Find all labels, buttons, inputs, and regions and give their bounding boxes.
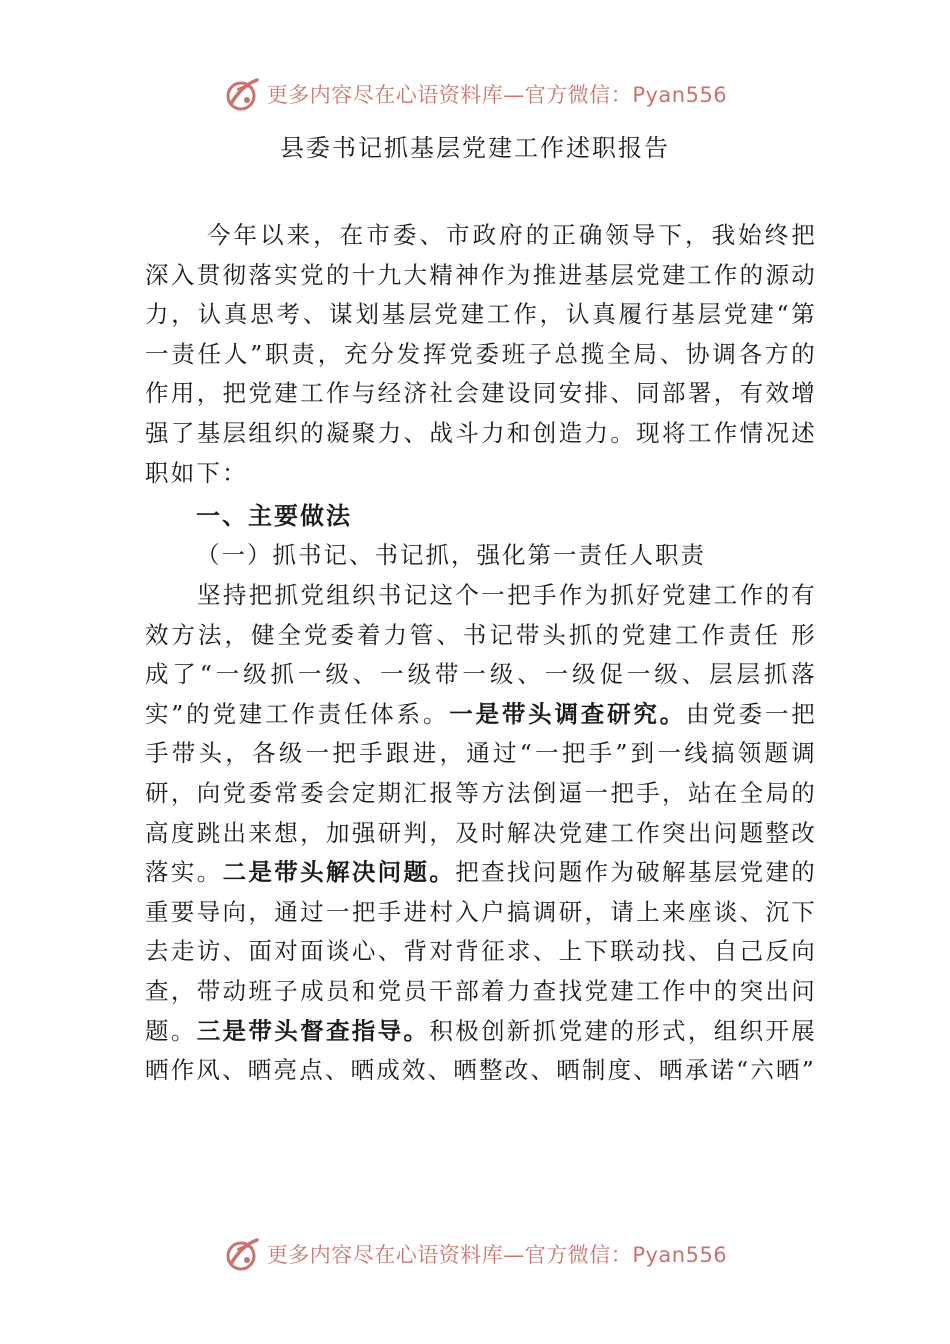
watermark-text: 更多内容尽在心语资料库—官方微信： <box>266 83 633 107</box>
subsection-heading: （一）抓书记、书记抓，强化第一责任人职责 <box>196 541 706 569</box>
wechat-id: Pyan556 <box>632 83 728 107</box>
paragraph-text: 坚持把抓党组织书记这个一把手作为抓好党建工作的有效方法，健全党委着力管、书记带头抓的党建工作责任 形成了“一级抓一级、一级带一级、一级促一级、层层抓落实”的党建工作责任体系。 <box>145 581 817 728</box>
point-label: 一是带头调查研究。 <box>449 699 687 728</box>
body-paragraph <box>145 576 817 1091</box>
point-label: 三是带头督查指导。 <box>196 1016 430 1045</box>
paragraph-text: 积极创新抓党建的形式，组织开展晒作风、晒亮点、晒成效、晒整改、晒制度、晒承诺“六晒” <box>145 1016 817 1085</box>
paragraph-text: 把查找问题作为破解基层党建的重要导向，通过一把手进村入户搞调研，请上来座谈、沉下去走访、面对面谈心、背对背征求、上下联动找、自己反向查，带动班子成员和党员干部着力查找党建工作中的突出问题。 <box>145 858 817 1045</box>
point-label: 二是带头解决问题。 <box>222 858 456 887</box>
paragraph-text: 由党委一把手带头，各级一把手跟进，通过“一把手”到一线搞领题调研，向党委常委会定期汇报等方法倒逼一把手，站在全局的高度跳出来想，加强研判，及时解决党建工作突出问题整改落实。 <box>145 699 817 887</box>
document-title: 县委书记抓基层党建工作述职报告 <box>280 134 670 162</box>
section-heading: 一、主要做法 <box>196 502 352 530</box>
intro-paragraph: 今年以来，在市委、市政府的正确领导下，我始终把深入贯彻落实党的十九大精神作为推进基层党建工作的源动力，认真思考、谋划基层党建工作，认真履行基层党建“第一责任人”职责，充分发挥党委班子总揽全局、协调各方的作用，把党建工作与经济社会建设同安排、同部署，有效增强了基层组织的凝聚力、战斗力和创造力。现将工作情况述职如下： <box>145 221 817 487</box>
wechat-id: Pyan556 <box>632 1243 728 1267</box>
logo-icon <box>223 74 263 114</box>
logo-icon <box>223 1234 263 1274</box>
watermark-text: 更多内容尽在心语资料库—官方微信： <box>266 1243 633 1267</box>
watermark-footer <box>0 1232 950 1276</box>
watermark-header <box>0 72 950 116</box>
